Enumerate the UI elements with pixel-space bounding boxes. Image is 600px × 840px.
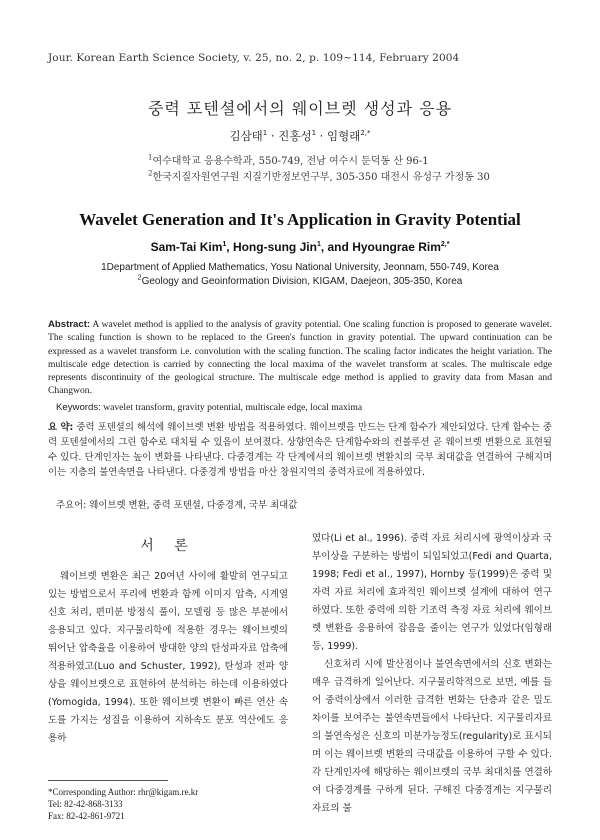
english-authors	[0, 240, 600, 254]
en-aff-2-text: Geology and Geoinformation Division, KIGAM, Daejeon, 305-350, Korea	[141, 276, 463, 287]
body-column-right	[312, 530, 552, 818]
telephone: Tel: 82-42-868-3133	[48, 799, 123, 809]
en-aff-1-text: 1Department of Applied Mathematics, Yosu National University, Jeonnam, 550-749, Korea	[101, 262, 499, 273]
kr-author-1: 김삼태	[229, 129, 263, 143]
en-author-1: Sam-Tai Kim	[150, 240, 223, 254]
korean-authors	[0, 128, 600, 144]
kr-author-2-sup: 1	[311, 129, 317, 138]
en-author-1-sup: 1	[222, 241, 227, 248]
english-affiliation-1	[0, 262, 600, 273]
en-author-sep: , and	[320, 240, 353, 254]
kr-aff-1-text: 여수대학교 응용수학과, 550-749, 전남 여수시 둔덕동 산 96-1	[152, 156, 429, 167]
section-title-introduction: 서 론	[140, 538, 196, 554]
journal-citation: Jour. Korean Earth Science Society, v. 25, no. 2, p. 109~114, February 2004	[48, 52, 460, 64]
kr-aff-2-sup: 2	[148, 169, 153, 178]
abstract-text: A wavelet method is applied to the analysis of gravity potential. One scaling function is proposed to generate wavelet. The scaling function is shown to be replaced to the Green's function in gravity potential. The upward continuation can be expressed as a wavelet transform i.e. convolution with the scaling function. The scaling factor indicates the height variation. The multiscale edge detection is carried by connecting the local maxima of the wavelet transform at scales. The multiscale edge represents discontinuity of the geological structure. The multiscale edge method is applied to gravity data from Masan and Changwon.	[48, 319, 552, 397]
english-affiliation-2	[0, 276, 600, 287]
korean-affiliation-2	[148, 168, 490, 183]
korean-title: 중력 포텐셜에서의 웨이브렛 생성과 응용	[147, 99, 453, 118]
kr-author-3-sup: 2,*	[360, 129, 371, 138]
en-author-3-sup: 2,*	[440, 241, 450, 248]
kr-author-sep: ·	[267, 129, 279, 143]
korean-abstract	[48, 420, 552, 480]
body-column-left	[48, 568, 288, 748]
footnote-divider	[48, 780, 168, 781]
keywords-text: wavelet transform, gravity potential, multiscale edge, local maxima	[100, 402, 363, 413]
body-paragraph: 신호처리 시에 발산점이나 불연속면에서의 신호 변화는 매우 급격하게 일어난다. 지구물리학적으로 보면, 예를 들어 중력이상에서 이러한 급격한 변화는 단층과 같은 밀도차이를 보여주는 불연속면들에서 나타난다. 지구물리자료의 불연속성은 신호의 미분가능정도(regularity)로 표시되며 이는 웨이브렛 변환의 극대값을 이용하여 구할 수 있다. 각 단계인자에 해당하는 웨이브렛의 국부 최대치를 연결하여 다중경계를 구하게 된다. 구해진 다중경계는 지구물리자료의 불	[312, 659, 552, 814]
corresponding-author: *Corresponding Author: rhr@kigam.re.kr	[48, 787, 199, 797]
en-author-sep: ,	[226, 240, 233, 254]
korean-abstract-label: 요 약:	[48, 422, 74, 433]
body-paragraph: 였다(Li et al., 1996). 중력 자료 처리시에 광역이상과 국부이상을 구분하는 방법이 되입되었고(Fedi and Quarta, 1998; Fedi et al., 1997), Hornby 등(1999)은 중력 및 자력 자료 처리에 효과적인 웨이브렛 설계에 대하여 연구하였다. 또한 중력에 의한 기조력 측정 자료 처리에 웨이브렛 변환을 응용하여 잡음을 줄이는 연구가 있었다(임형래 등, 1999).	[312, 533, 552, 652]
kr-author-sep: ·	[316, 129, 327, 143]
en-author-3: Hyoungrae Rim	[352, 240, 441, 254]
kr-author-2: 진홍성	[278, 129, 312, 143]
kr-author-3: 임형래	[327, 129, 361, 143]
en-author-2-sup: 1	[316, 241, 321, 248]
en-aff-2-sup: 2	[137, 274, 142, 282]
fax: Fax: 82-42-861-9721	[48, 811, 125, 821]
english-title: Wavelet Generation and It's Application in Gravity Potential	[79, 210, 521, 229]
abstract	[48, 318, 552, 398]
korean-keywords	[56, 497, 297, 511]
kr-aff-1-sup: 1	[148, 153, 153, 162]
footnote	[48, 786, 198, 822]
korean-affiliation-1	[148, 152, 429, 167]
korean-keywords-text: 웨이브렛 변환, 중력 포텐셜, 다중경계, 국부 최대값	[86, 500, 298, 511]
body-paragraph: 웨이브렛 변환은 최근 20여년 사이에 활발히 연구되고 있는 방법으로서 푸리에 변환과 함께 이미지 압축, 시계열 신호 처리, 편미분 방정식 풀이, 모델링 등 많은 부분에서 응용되고 있다. 지구물리학에 적용한 경우는 웨이브렛의 뛰어난 압축율을 이용하여 방대한 양의 탄성파자료 압축에 적용하였고(Luo and Schuster, 1992), 탄성과 전파 양상을 웨이브렛으로 표현하여 분석하는 하는데 이용하였다(Yomogida, 1994). 또한 웨이브렛 변환이 빠른 연산 속도를 가지는 성질을 이용하여 지하속도 분포 역산에도 응용하	[48, 571, 288, 744]
kr-aff-2-text: 한국지질자원연구원 지질기반정보연구부, 305-350 대전시 유성구 가정동 30	[152, 172, 490, 183]
kr-author-1-sup: 1	[262, 129, 268, 138]
korean-abstract-text: 중력 포텐셜의 해석에 웨이브렛 변환 방법을 적용하였다. 웨이브렛을 만드는 단계 함수가 제안되었다. 단계 함수는 중력 포텐셜에서의 그린 함수로 대치될 수 있음이 보여졌다. 상향연속은 단계함수와의 컨볼루션 곧 웨이브렛 변환으로 표현될 수 있다. 단계인자는 높이 변화를 나타낸다. 다중경계는 각 단계에서의 웨이브렛 변환치의 국부 최대값을 연결하여 구해지며 이는 지층의 불연속면을 나타낸다. 다중경계 방법을 마산 창원지역의 중력자료에 적용하였다.	[48, 422, 552, 478]
korean-keywords-label: 주요어:	[56, 500, 87, 511]
keywords-label: Keywords:	[56, 402, 101, 413]
en-author-2: Hong-sung Jin	[232, 240, 317, 254]
keywords	[56, 402, 552, 413]
abstract-label: Abstract:	[48, 319, 91, 330]
